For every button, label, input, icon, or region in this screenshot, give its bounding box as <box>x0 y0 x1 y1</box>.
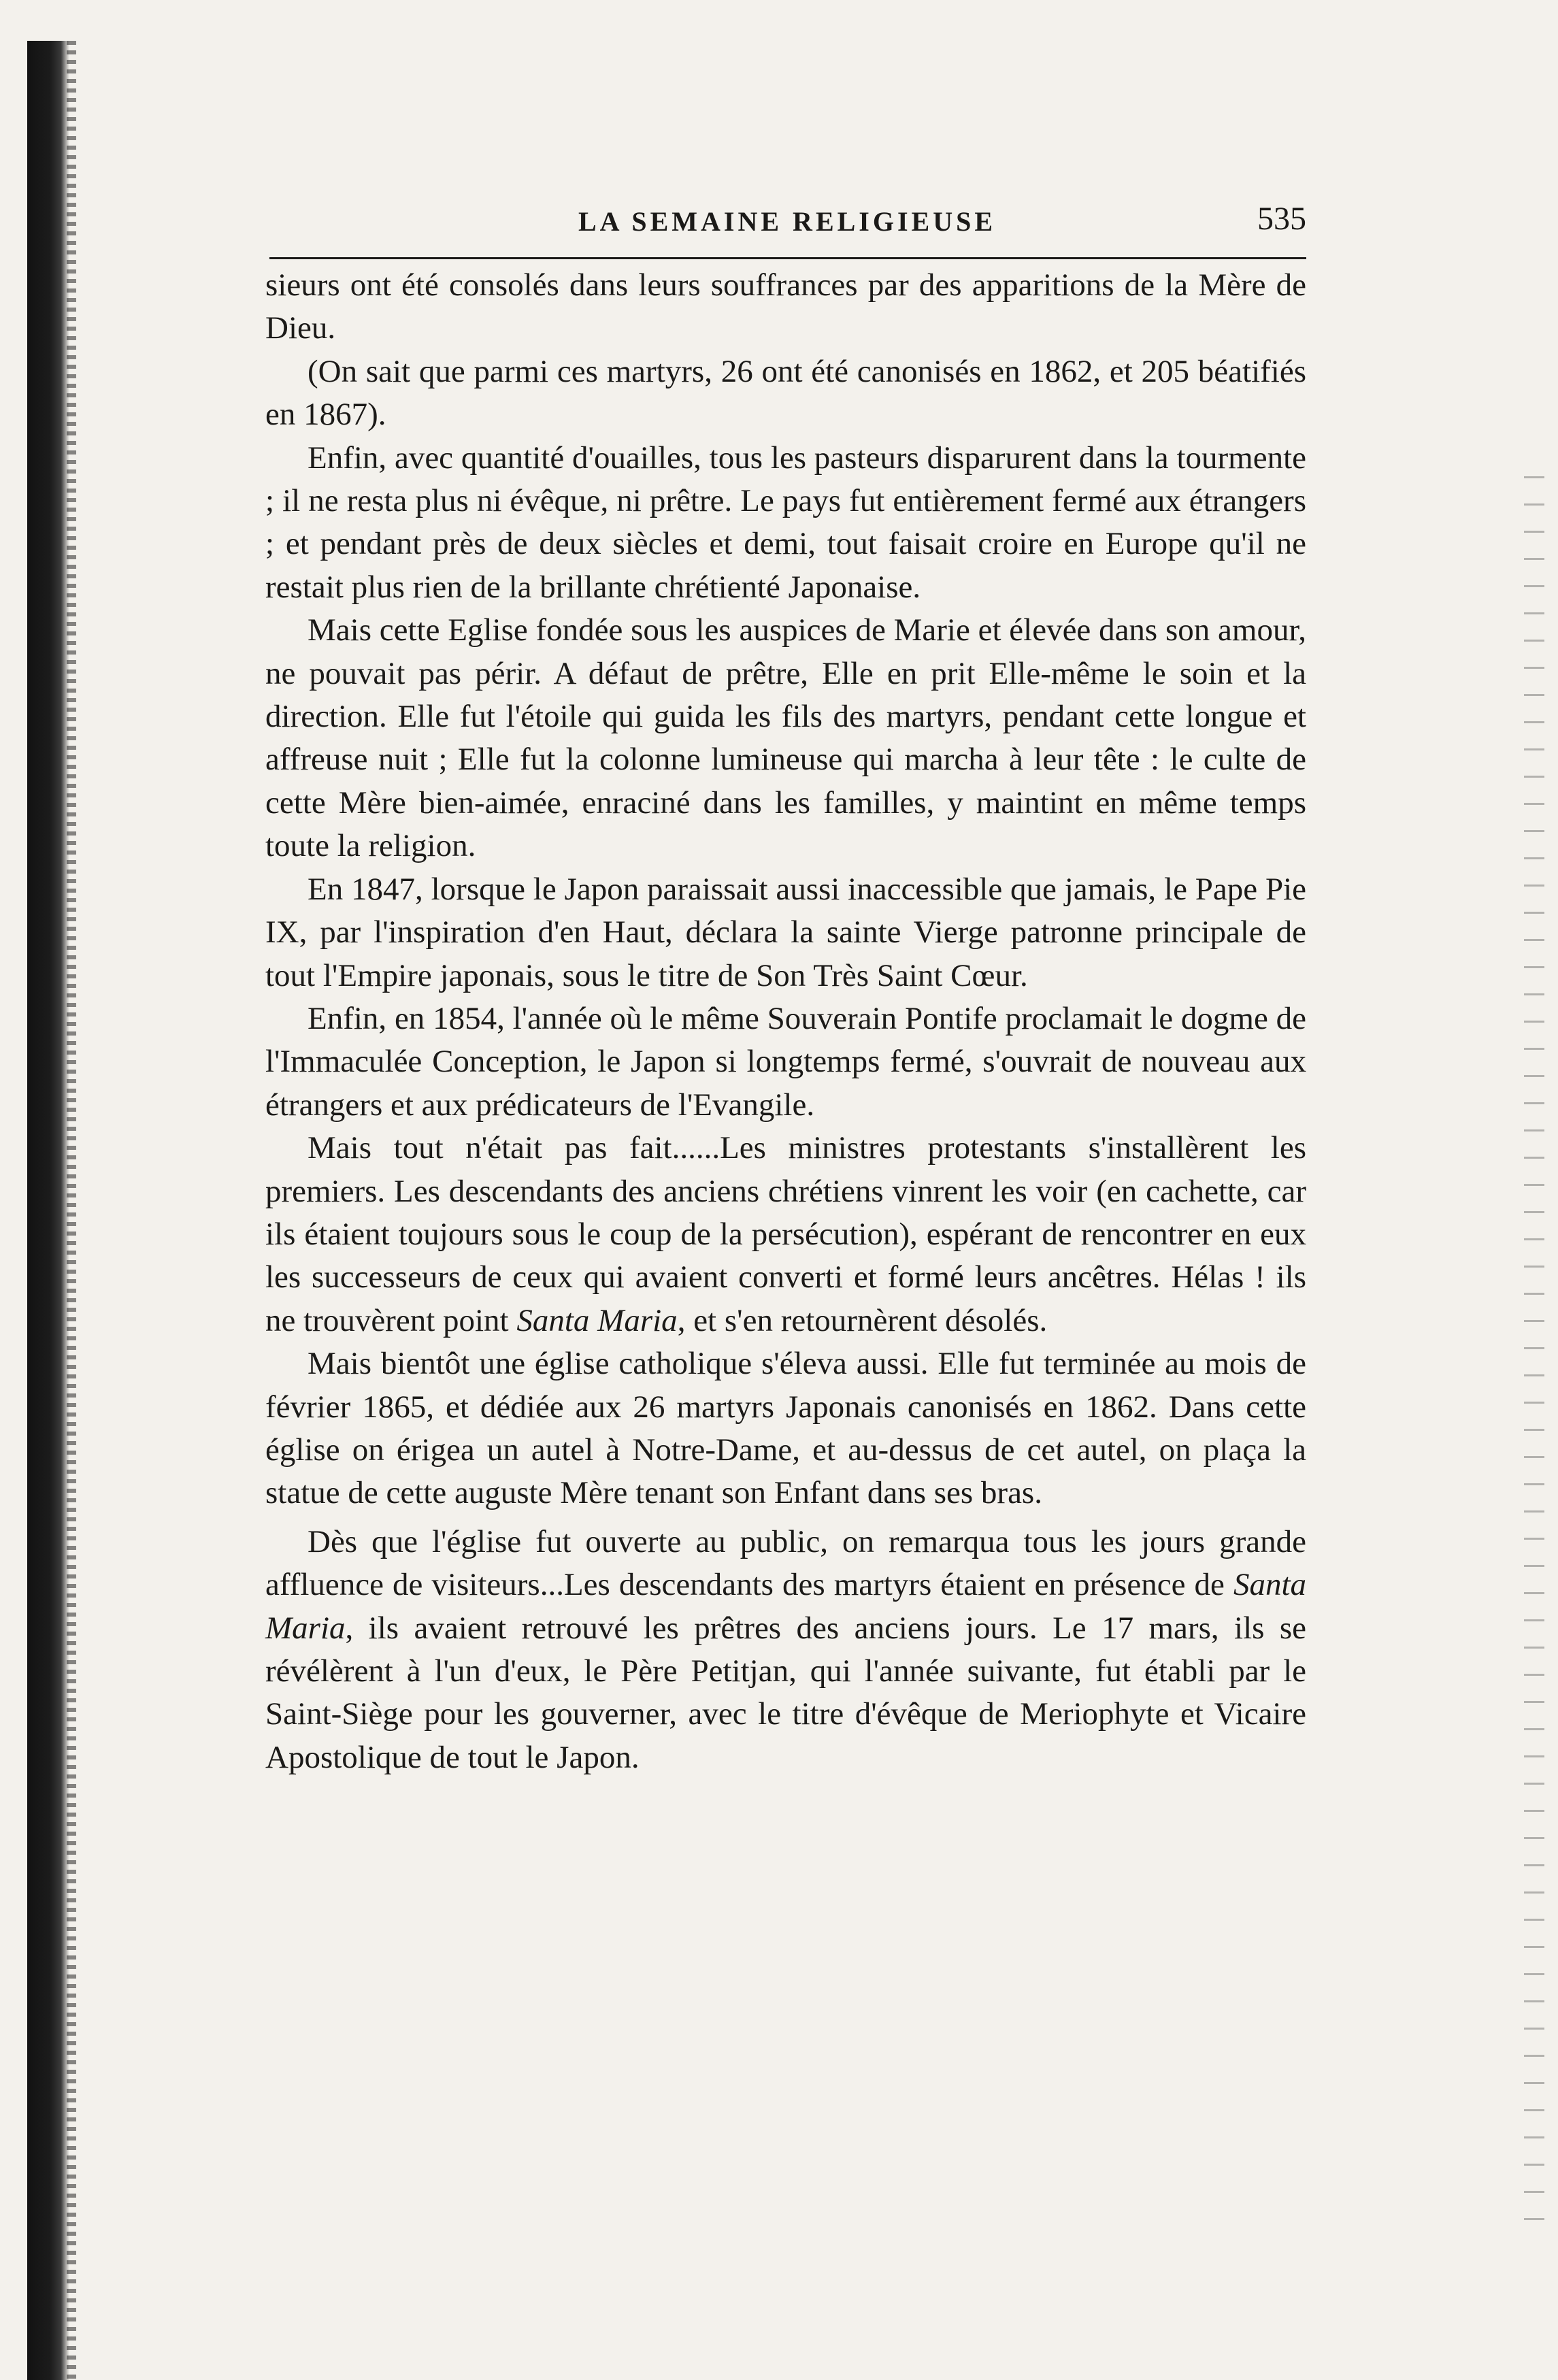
paragraph-protestants-text: Mais tout n'était pas fait......Les ministres protestants s'installèrent les premiers. Les descendants des anciens chrétiens vinrent les voir (en cachette, car ils étaient toujours sous le coup de la persécution), espérant de rencontrer en eux les successeurs de ceux qui avaient converti et formé leurs ancêtres. Hélas ! ils ne trouvèrent point <box>265 1130 1306 1338</box>
paragraph-petitjean-text: Dès que l'église fut ouverte au public, on remarqua tous les jours grande affluence de visiteurs...Les descendants des martyrs étaient en présence de <box>265 1523 1306 1603</box>
paragraph-petitjean <box>265 1521 1306 1779</box>
santa-maria-italic: Santa Maria <box>516 1302 678 1338</box>
santa-maria-italic-2: Santa Maria <box>265 1567 1306 1646</box>
paragraph-church-1865: Mais bientôt une église catholique s'éleva aussi. Elle fut terminée au mois de février 1865, et dédiée aux 26 martyrs Japonais canonisés en 1862. Dans cette église on érigea un autel à Notre-Dame, et au-dessus de cet autel, on plaça la statue de cette auguste Mère tenant son Enfant dans ses bras. <box>265 1346 1306 1511</box>
paragraph-protestants <box>265 1127 1306 1342</box>
header-rule <box>269 257 1306 259</box>
page-header <box>265 197 1306 252</box>
running-title: LA SEMAINE RELIGIEUSE <box>578 206 997 237</box>
paragraph-1854: Enfin, en 1854, l'année où le même Souverain Pontife proclamait le dogme de l'Immaculée Conception, le Japon si longtemps fermé, s'ouvrait de nouveau aux étrangers et aux prédicateurs de l'Evangile. <box>265 1000 1306 1123</box>
scan-edge-noise <box>1524 476 1544 2245</box>
paragraph-continuation: sieurs ont été consolés dans leurs souffrances par des apparitions de la Mère de Dieu. <box>265 267 1306 346</box>
book-binding-shadow <box>27 41 69 2380</box>
paragraph-petitjean-end: , ils avaient retrouvé les prêtres des anciens jours. Le 17 mars, ils se révélèrent à l'un d'eux, le Père Petitjan, qui l'année suivante, fut établi par le Saint-Siège pour les gouverner, avec le titre d'évêque de Meriophyte et Vicaire Apostolique de tout le Japon. <box>265 1610 1306 1775</box>
paragraph-persecution: Enfin, avec quantité d'ouailles, tous les pasteurs disparurent dans la tourmente ; il ne resta plus ni évêque, ni prêtre. Le pays fut entièrement fermé aux étrangers ; et pendant près de deux siècles et demi, tout faisait croire en Europe qu'il ne restait plus rien de la brillante chrétienté Japonaise. <box>265 440 1306 605</box>
body-text <box>265 264 1306 1779</box>
paragraph-1847: En 1847, lorsque le Japon paraissait aussi inaccessible que jamais, le Pape Pie IX, par l'inspiration d'en Haut, déclara la sainte Vierge patronne principale de tout l'Empire japonais, sous le titre de Son Très Saint Cœur. <box>265 871 1306 993</box>
paragraph-church-survival: Mais cette Eglise fondée sous les auspices de Marie et élevée dans son amour, ne pouvait pas périr. A défaut de prêtre, Elle en prit Elle-même le soin et la direction. Elle fut l'étoile qui guida les fils des martyrs, pendant cette longue et affreuse nuit ; Elle fut la colonne lumineuse qui marcha à leur tête : le culte de cette Mère bien-aimée, enraciné dans les familles, y maintint en même temps toute la religion. <box>265 612 1306 864</box>
paragraph-protestants-end: , et s'en retournèrent désolés. <box>677 1302 1048 1338</box>
paragraph-martyrs-note: (On sait que parmi ces martyrs, 26 ont été canonisés en 1862, et 205 béatifiés en 1867). <box>265 353 1306 433</box>
page-number: 535 <box>1257 201 1306 237</box>
